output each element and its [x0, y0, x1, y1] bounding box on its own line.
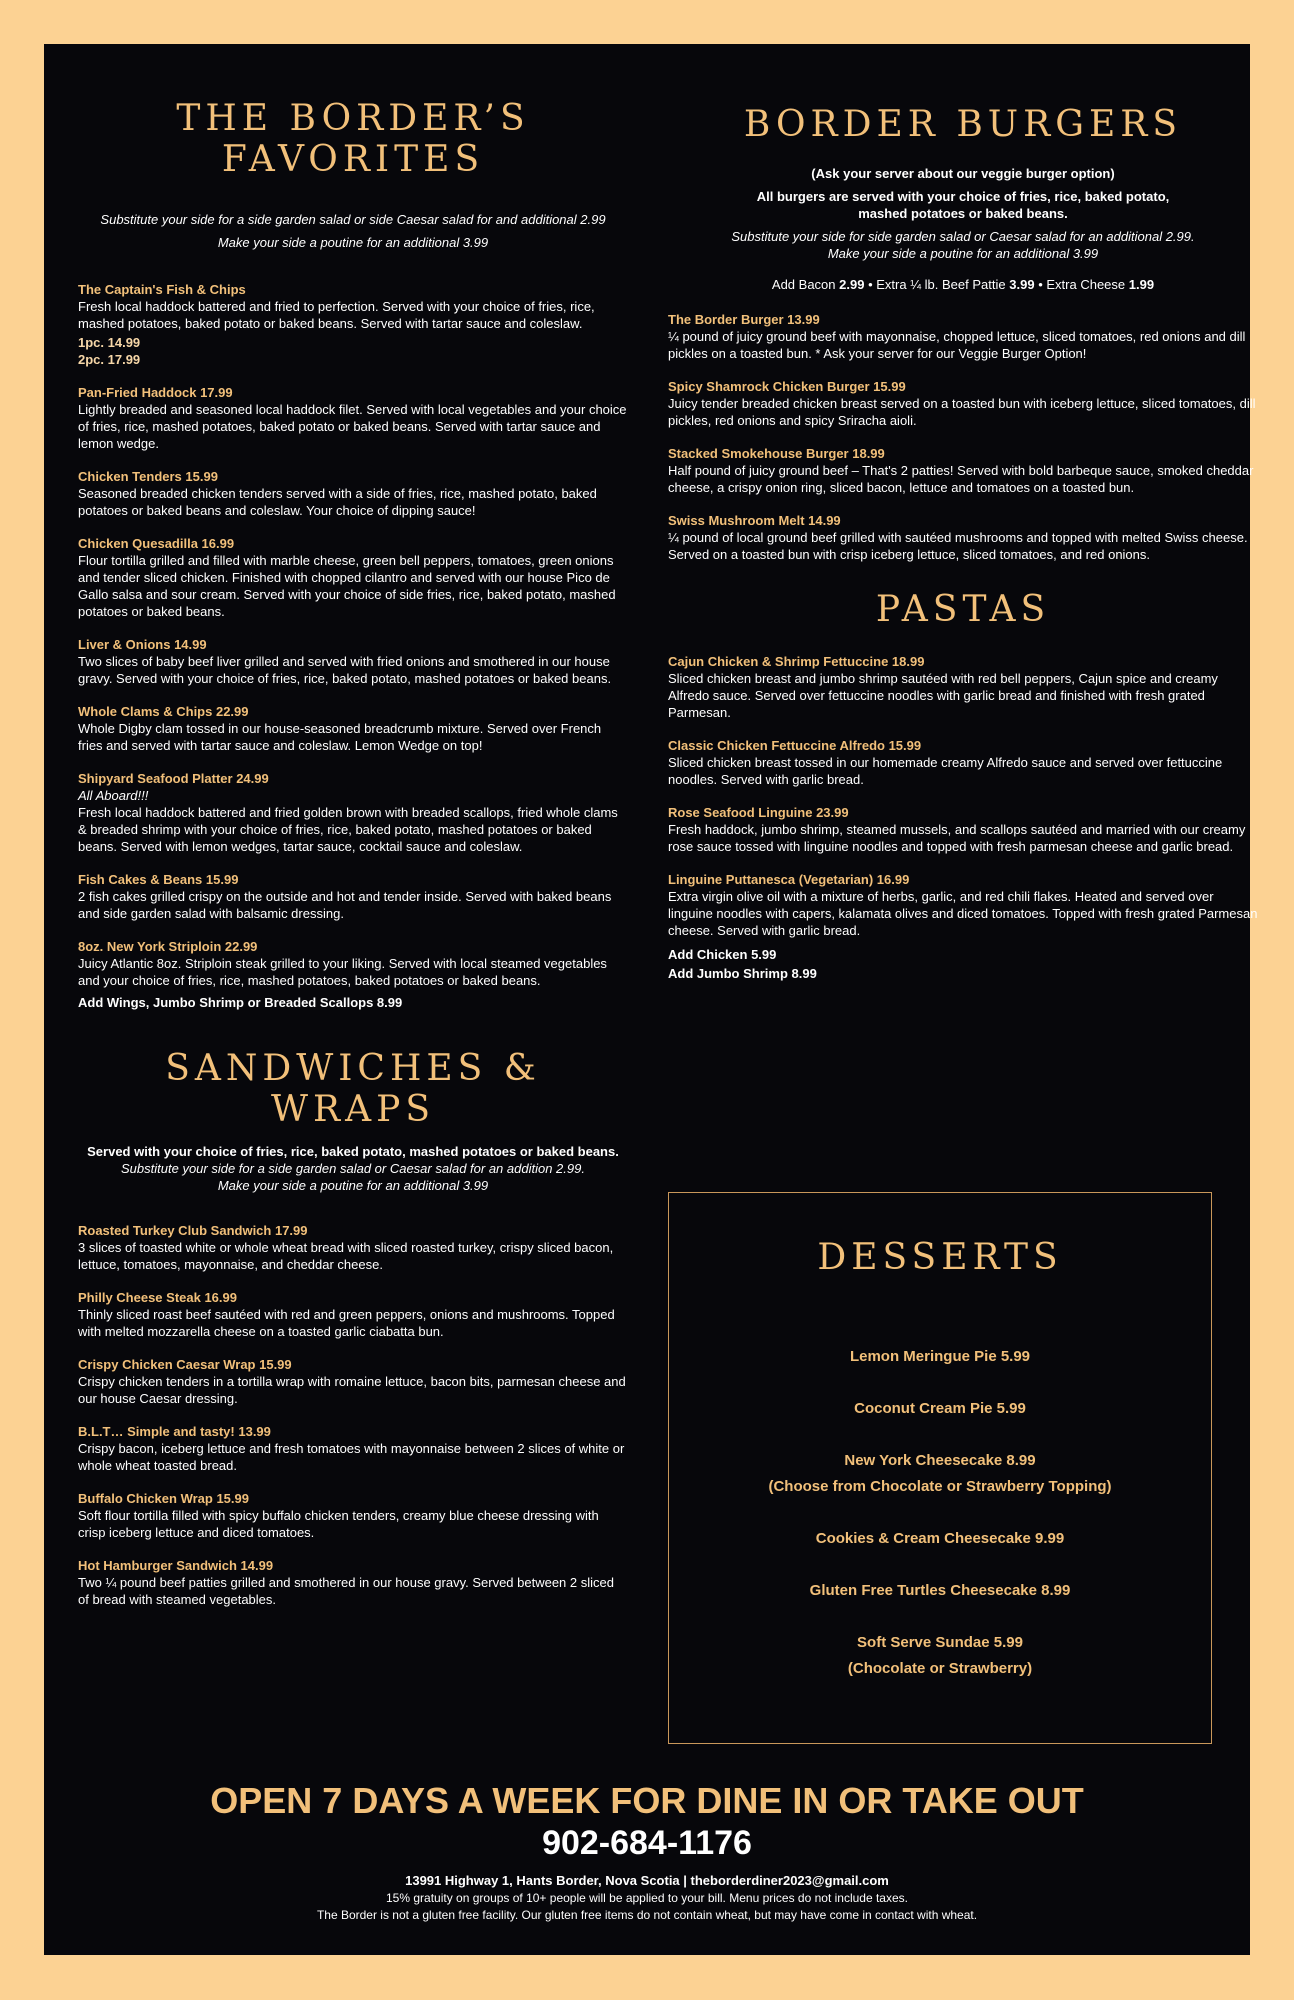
item-name: Roasted Turkey Club Sandwich 17.99 [78, 1222, 308, 1238]
item-description: Thinly sliced roast beef sautéed with red and green peppers, onions and mushrooms. Topped with melted mozzarella cheese on a toasted garlic ciabatta bun. [78, 1306, 615, 1339]
menu-item [668, 804, 1258, 855]
addon-cheese: Extra Cheese [1046, 277, 1126, 293]
menu-item [78, 703, 628, 754]
item-name: Liver & Onions 14.99 [78, 636, 207, 652]
separator-dot: • [868, 277, 873, 293]
item-name: Rose Seafood Linguine 23.99 [668, 804, 849, 820]
item-name: Philly Cheese Steak 16.99 [78, 1289, 237, 1305]
sandwiches-note-salad: Substitute your side for a side garden salad or Caesar salad for an addition 2.99. [121, 1160, 585, 1176]
item-name: Classic Chicken Fettuccine Alfredo 15.99 [668, 737, 922, 753]
menu-item [78, 770, 628, 855]
gluten-note: The Border is not a gluten free facility. Our gluten free items do not contain wheat, but may have come in contact with wheat. [316, 1908, 978, 1922]
menu-item [668, 737, 1258, 788]
menu-item [78, 871, 628, 922]
open-hours-banner: OPEN 7 DAYS A WEEK FOR DINE IN OR TAKE OUT [210, 1780, 1084, 1821]
menu-item [78, 1490, 628, 1541]
item-description: Lightly breaded and seasoned local haddock filet. Served with local vegetables and your choice of fries, rice, mashed potatoes, baked potato or baked beans. Served with tartar sauce and lemon wedge. [78, 401, 627, 451]
addon-pattie: Extra ¼ lb. Beef Pattie [876, 277, 1006, 293]
dessert-note: (Choose from Chocolate or Strawberry Topping) [768, 1478, 1112, 1496]
item-description: Half pound of juicy ground beef – That's 2 patties! Served with bold barbeque sauce, smoked cheddar cheese, a crispy onion ring, sliced bacon, lettuce and tomatoes on a toasted bun. [668, 463, 1254, 496]
addon-cheese-price: 1.99 [1128, 277, 1155, 293]
item-description: Juicy Atlantic 8oz. Striploin steak grilled to your liking. Served with local steamed vegetables and your choice of fries, rice, mashed potatoes, baked potatoes or baked beans. [78, 955, 607, 988]
item-description: Fresh local haddock battered and fried golden brown with breaded scallops, fried whole clams & breaded shrimp with your choice of fries, rice, baked potato, mashed potatoes or baked beans. Served with lemon wedges, tartar sauce, cocktail sauce and coleslaw. [78, 804, 618, 854]
menu-item [78, 384, 628, 452]
burgers-note-veggie: (Ask your server about our veggie burger option) [811, 166, 1115, 182]
favorites-title: THE BORDER’S FAVORITES [176, 98, 530, 181]
menu-item [668, 311, 1258, 362]
dessert-name: Gluten Free Turtles Cheesecake 8.99 [809, 1582, 1071, 1600]
burgers-note-salad: Substitute your side for side garden salad or Caesar salad for an additional 2.99. [731, 229, 1195, 245]
separator-dot: • [1038, 277, 1043, 293]
item-description: ¼ pound of juicy ground beef with mayonnaise, chopped lettuce, sliced tomatoes, red onions and dill pickles on a toasted bun. * Ask your server for our Veggie Burger Option! [668, 329, 1246, 362]
item-name: B.L.T… Simple and tasty! 13.99 [78, 1423, 271, 1439]
pasta-add-shrimp: Add Jumbo Shrimp 8.99 [668, 965, 817, 981]
dessert-name: Soft Serve Sundae 5.99 [857, 1634, 1023, 1652]
item-description: Fresh haddock, jumbo shrimp, steamed mussels, and scallops sautéed and married with our creamy rose sauce tossed with linguine noodles and topped with fresh parmesan cheese and garlic bread. [668, 821, 1246, 854]
item-description: Flour tortilla grilled and filled with marble cheese, green bell peppers, tomatoes, green onions and tender sliced chicken. Finished with chopped cilantro and served with our house Pico de Gallo salsa and sour cream. Served with your choice of side fries, rice, baked potato, mashed potatoes or baked beans. [78, 552, 616, 619]
item-name: Whole Clams & Chips 22.99 [78, 703, 249, 719]
item-name: Hot Hamburger Sandwich 14.99 [78, 1557, 274, 1573]
item-description: ¼ pound of local ground beef grilled with sautéed mushrooms and topped with melted Swiss cheese. Served on a toasted bun with crisp iceberg lettuce, sliced tomatoes, and red onions. [668, 530, 1248, 563]
item-name: Swiss Mushroom Melt 14.99 [668, 513, 841, 529]
item-price-1pc: 1pc. 14.99 [78, 334, 141, 350]
item-description: Crispy chicken tenders in a tortilla wrap with romaine lettuce, bacon bits, parmesan cheese and our house Caesar dressing. [78, 1373, 626, 1406]
menu-item [668, 445, 1258, 496]
item-description: Fresh local haddock battered and fried to perfection. Served with your choice of fries, rice, mashed potatoes, baked potato or baked beans. Served with tartar sauce and coleslaw. [78, 298, 595, 331]
dessert-name: Lemon Meringue Pie 5.99 [849, 1348, 1031, 1366]
menu-item [668, 871, 1258, 939]
item-name: Chicken Tenders 15.99 [78, 468, 218, 484]
dessert-name: New York Cheesecake 8.99 [844, 1452, 1036, 1470]
item-name: Pan-Fried Haddock 17.99 [78, 384, 233, 400]
item-tagline: All Aboard!!! [78, 787, 149, 803]
desserts-box [668, 1192, 1212, 1744]
dessert-name: Coconut Cream Pie 5.99 [854, 1400, 1026, 1418]
left-column [78, 98, 628, 1608]
item-description: 3 slices of toasted white or whole wheat bread with sliced roasted turkey, crispy sliced bacon, lettuce, tomatoes, mayonnaise, and cheddar cheese. [78, 1239, 614, 1272]
menu-item [78, 636, 628, 687]
menu-item [668, 378, 1258, 429]
menu-item [78, 535, 628, 620]
dessert-item [669, 1578, 1211, 1604]
menu-item [78, 1356, 628, 1407]
dessert-item [669, 1526, 1211, 1552]
address-line: 13991 Highway 1, Hants Border, Nova Scotia | theborderdiner2023@gmail.com [405, 1873, 889, 1888]
menu-item [78, 938, 628, 989]
item-description: Two ¼ pound beef patties grilled and smothered in our house gravy. Served between 2 sliced of bread with steamed vegetables. [78, 1574, 614, 1607]
item-name: Fish Cakes & Beans 15.99 [78, 871, 239, 887]
item-name: Linguine Puttanesca (Vegetarian) 16.99 [668, 871, 910, 887]
addon-pattie-price: 3.99 [1009, 277, 1035, 293]
item-description: Seasoned breaded chicken tenders served with a side of fries, rice, mashed potato, baked potatoes or baked beans and coleslaw. Your choice of dipping sauce! [78, 485, 597, 518]
item-description: Sliced chicken breast tossed in our homemade creamy Alfredo sauce and served over fettuccine noodles. Served with garlic bread. [668, 754, 1223, 787]
item-description: Crispy bacon, iceberg lettuce and fresh tomatoes with mayonnaise between 2 slices of white or whole wheat toasted bread. [78, 1440, 625, 1473]
item-name: The Captain's Fish & Chips [78, 281, 246, 297]
item-name: Chicken Quesadilla 16.99 [78, 535, 235, 551]
menu-item [668, 512, 1258, 563]
menu-panel [44, 44, 1258, 1955]
favorites-note-salad: Substitute your side for a side garden salad or side Caesar salad for and additional 2.99 [100, 211, 606, 227]
menu-item [78, 1423, 628, 1474]
item-description: Soft flour tortilla filled with spicy buffalo chicken tenders, creamy blue cheese dressing with crisp iceberg lettuce and diced tomatoes. [78, 1507, 599, 1540]
item-name: Stacked Smokehouse Burger 18.99 [668, 446, 885, 462]
menu-item [78, 281, 628, 368]
burgers-note-poutine: Make your side a poutine for an additional 3.99 [827, 246, 1099, 262]
addon-bacon-price: 2.99 [839, 277, 865, 293]
item-name: The Border Burger 13.99 [668, 312, 820, 328]
burgers-note-sides: All burgers are served with your choice of fries, rice, baked potato, mashed potatoes or baked beans. [756, 189, 1170, 222]
favorites-note-poutine: Make your side a poutine for an additional 3.99 [217, 234, 489, 250]
dessert-name: Cookies & Cream Cheesecake 9.99 [815, 1530, 1065, 1548]
item-description: Sliced chicken breast and jumbo shrimp sautéed with red bell peppers, Cajun spice and creamy Alfredo sauce. Served over fettuccine noodles with garlic bread and finished with fresh grated Parmesan. [668, 670, 1218, 720]
burgers-addons [668, 276, 1258, 293]
menu-item [78, 1289, 628, 1340]
dessert-item [669, 1448, 1211, 1500]
item-price-2pc: 2pc. 17.99 [78, 351, 141, 367]
dessert-item [669, 1344, 1211, 1370]
sandwiches-note-sides: Served with your choice of fries, rice, baked potato, mashed potatoes or baked beans. [87, 1143, 619, 1159]
desserts-title: DESSERTS [817, 1237, 1063, 1278]
pastas-title: PASTAS [875, 589, 1051, 631]
right-column [668, 98, 1258, 983]
favorites-addon: Add Wings, Jumbo Shrimp or Breaded Scallops 8.99 [78, 994, 403, 1010]
item-description: Two slices of baby beef liver grilled and served with fried onions and smothered in our house gravy. Served with your choice of fries, rice, baked potato, mashed potatoes or baked beans. [78, 653, 612, 686]
item-description: 2 fish cakes grilled crispy on the outside and hot and tender inside. Served with baked beans and side garden salad with balsamic dressing. [78, 888, 612, 921]
menu-item [668, 653, 1258, 721]
item-name: Crispy Chicken Caesar Wrap 15.99 [78, 1356, 292, 1372]
phone-number: 902-684-1176 [542, 1824, 752, 1862]
item-name: Buffalo Chicken Wrap 15.99 [78, 1490, 249, 1506]
sandwiches-title: SANDWICHES & WRAPS [165, 1047, 541, 1131]
footer [44, 1780, 1250, 1924]
item-description: Whole Digby clam tossed in our house-seasoned breadcrumb mixture. Served over French fries and served with tartar sauce and coleslaw. Lemon Wedge on top! [78, 720, 602, 753]
sandwiches-note-poutine: Make your side a poutine for an additional 3.99 [217, 1177, 489, 1193]
item-name: 8oz. New York Striploin 22.99 [78, 938, 258, 954]
dessert-item [669, 1630, 1211, 1682]
item-name: Cajun Chicken & Shrimp Fettuccine 18.99 [668, 653, 925, 669]
menu-item [78, 1557, 628, 1608]
menu-item [78, 468, 628, 519]
item-description: Juicy tender breaded chicken breast served on a toasted bun with iceberg lettuce, sliced tomatoes, dill pickles, red onions and spicy Sriracha aioli. [668, 396, 1256, 429]
addon-bacon: Add Bacon [771, 277, 836, 293]
menu-item [78, 1222, 628, 1273]
item-description: Extra virgin olive oil with a mixture of herbs, garlic, and red chili flakes. Heated and served over linguine noodles with capers, kalamata olives and diced tomatoes. Topped with fresh grated Parmesan cheese. Served with garlic bread. [668, 888, 1258, 938]
dessert-item [669, 1396, 1211, 1422]
gratuity-note: 15% gratuity on groups of 10+ people will be applied to your bill. Menu prices do not include taxes. [386, 1891, 908, 1905]
item-name: Spicy Shamrock Chicken Burger 15.99 [668, 379, 906, 395]
dessert-note: (Chocolate or Strawberry) [847, 1660, 1033, 1678]
pasta-add-chicken: Add Chicken 5.99 [668, 946, 777, 962]
item-name: Shipyard Seafood Platter 24.99 [78, 770, 269, 786]
burgers-title: BORDER BURGERS [743, 104, 1183, 145]
